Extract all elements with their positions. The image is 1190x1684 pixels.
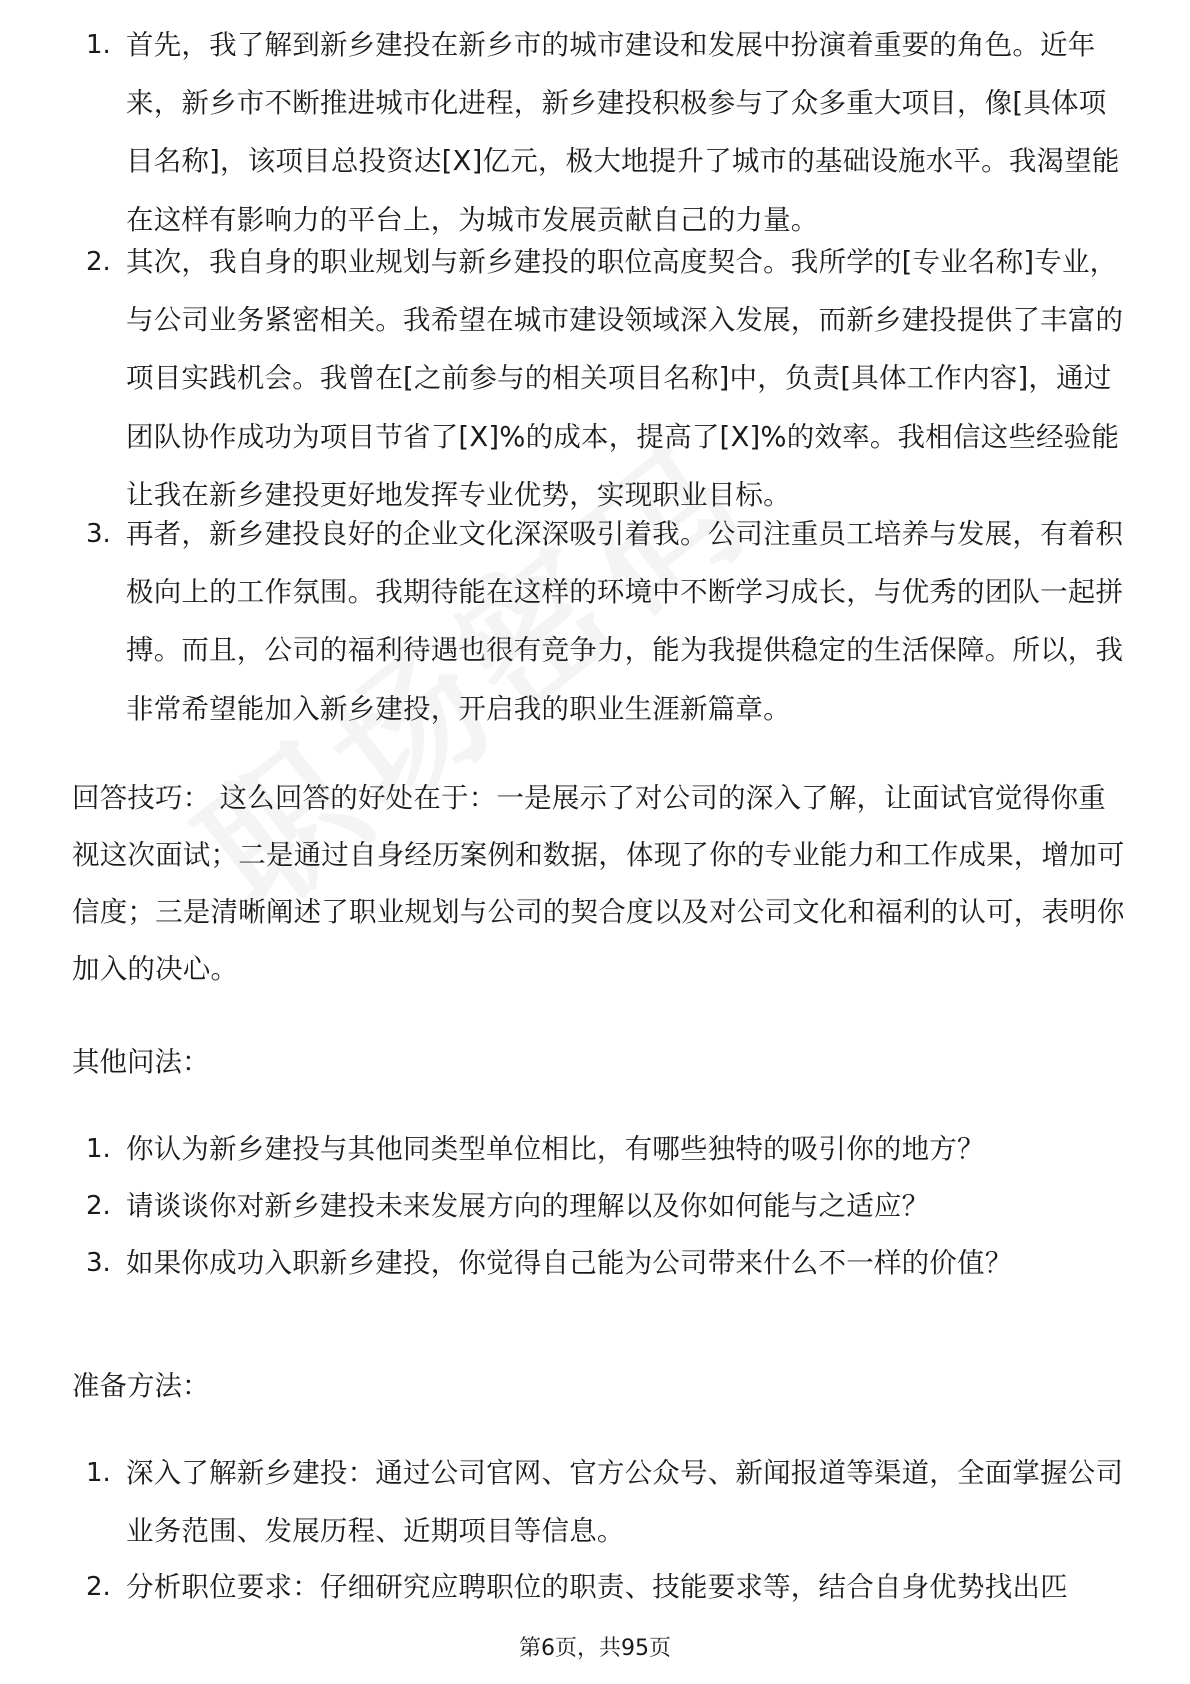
list-text: 其次，我自身的职业规划与新乡建投的职位高度契合。我所学的[专业名称]专业，与公司业务紧密相关。我希望在城市建设领域深入发展，而新乡建投提供了丰富的项目实践机会。我曾在[之前参与的相关项目名称]中，负责[具体工作内容]，通过团队协作成功为项目节省了[X]%的成本，提高了[X]%的效率。我相信这些经验能让我在新乡建投更好地发挥专业优势，实现职业目标。: [126, 246, 1124, 511]
list-text: 请谈谈你对新乡建投未来发展方向的理解以及你如何能与之适应？: [126, 1190, 930, 1222]
preparation-heading: 准备方法：: [72, 1370, 210, 1402]
list-number: 1.: [86, 1458, 111, 1488]
list-text: 深入了解新乡建投：通过公司官网、官方公众号、新闻报道等渠道，全面掌握公司业务范围、发展历程、近期项目等信息。: [126, 1457, 1124, 1548]
answer-tips: 回答技巧： 这么回答的好处在于：一是展示了对公司的深入了解，让面试官觉得你重视这次面试；二是通过自身经历案例和数据，体现了你的专业能力和工作成果，增加可信度；三是清晰阐述了职业规划与公司的契合度以及对公司文化和福利的认可，表明你加入的决心。: [72, 782, 1125, 985]
list-number: 3.: [86, 519, 111, 549]
list-number: 1.: [86, 30, 111, 60]
list-number: 1.: [86, 1134, 111, 1164]
list-text: 如果你成功入职新乡建投，你觉得自己能为公司带来什么不一样的价值？: [126, 1247, 1013, 1279]
other-questions-heading: 其他问法：: [72, 1046, 210, 1078]
list-text: 分析职位要求：仔细研究应聘职位的职责、技能要求等，结合自身优势找出匹: [126, 1571, 1068, 1603]
list-number: 2.: [86, 1572, 111, 1602]
page-number-footer: 第6页，共95页: [519, 1636, 671, 1661]
list-number: 2.: [86, 247, 111, 277]
list-number: 3.: [86, 1248, 111, 1278]
list-text: 首先，我了解到新乡建投在新乡市的城市建设和发展中扮演着重要的角色。近年来，新乡市不断推进城市化进程，新乡建投积极参与了众多重大项目，像[具体项目名称]，该项目总投资达[X]亿元，极大地提升了城市的基础设施水平。我渴望能在这样有影响力的平台上，为城市发展贡献自己的力量。: [126, 29, 1120, 236]
list-text: 你认为新乡建投与其他同类型单位相比，有哪些独特的吸引你的地方？: [126, 1133, 985, 1165]
list-text: 再者，新乡建投良好的企业文化深深吸引着我。公司注重员工培养与发展，有着积极向上的工作氛围。我期待能在这样的环境中不断学习成长，与优秀的团队一起拼搏。而且，公司的福利待遇也很有竞争力，能为我提供稳定的生活保障。所以，我非常希望能加入新乡建投，开启我的职业生涯新篇章。: [126, 518, 1124, 725]
list-number: 2.: [86, 1191, 111, 1221]
